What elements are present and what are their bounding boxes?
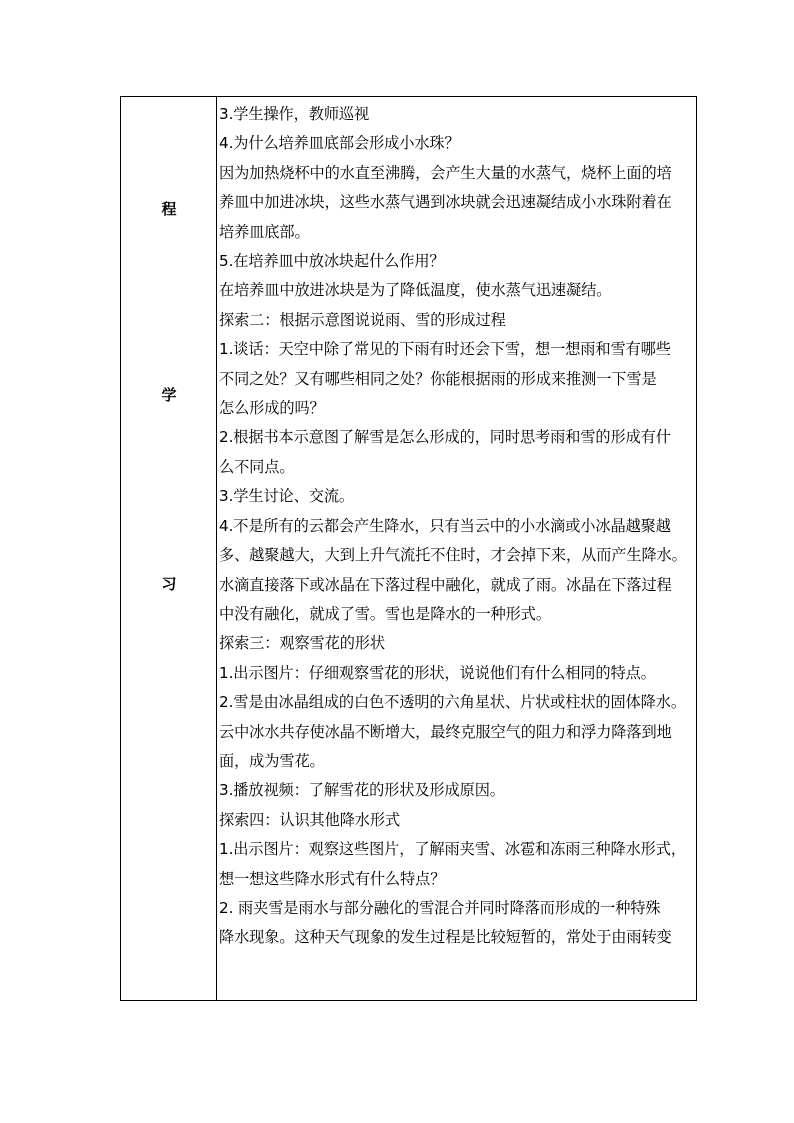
lesson-content bbox=[218, 100, 696, 953]
content-line: 探索三：观察雪花的形状 bbox=[219, 634, 385, 653]
content-line: 怎么形成的吗？ bbox=[219, 399, 325, 418]
stage-column bbox=[121, 97, 217, 1000]
content-line: 降水现象。这种天气现象的发生过程是比较短暂的，常处于由雨转变 bbox=[219, 928, 672, 947]
content-line: 2.根据书本示意图了解雪是怎么形成的，同时思考雨和雪的形成有什 bbox=[219, 428, 671, 447]
lesson-table bbox=[120, 96, 697, 1001]
content-line: 不同之处？又有哪些相同之处？你能根据雨的形成来推测一下雪是 bbox=[219, 369, 657, 388]
content-line: 2.雪是由冰晶组成的白色不透明的六角星状、片状或柱状的固体降水。 bbox=[219, 693, 686, 712]
content-line: 4.为什么培养皿底部会形成小水珠？ bbox=[219, 134, 460, 153]
content-line: 5.在培养皿中放冰块起什么作用？ bbox=[219, 252, 445, 271]
stage-label-cheng: 程 bbox=[161, 200, 177, 218]
content-line: 中没有融化，就成了雪。雪也是降水的一种形式。 bbox=[219, 604, 551, 623]
content-line: 3.学生操作，教师巡视 bbox=[219, 105, 370, 123]
content-line: 1.出示图片：仔细观察雪花的形状，说说他们有什么相同的特点。 bbox=[219, 663, 656, 682]
content-line: 云中冰水共存使冰晶不断增大，最终克服空气的阻力和浮力降落到地 bbox=[219, 722, 672, 741]
content-line: 在培养皿中放进冰块是为了降低温度，使水蒸气迅速凝结。 bbox=[219, 281, 612, 300]
content-line: 1.谈话：天空中除了常见的下雨有时还会下雪，想一想雨和雪有哪些 bbox=[219, 340, 671, 359]
stage-label-xue: 学 bbox=[161, 386, 177, 404]
content-line: 水滴直接落下或冰晶在下落过程中融化，就成了雨。冰晶在下落过程 bbox=[219, 575, 672, 594]
content-line: 培养皿底部。 bbox=[219, 222, 310, 241]
content-line: 4.不是所有的云都会产生降水，只有当云中的小水滴或小冰晶越聚越 bbox=[219, 516, 671, 535]
stage-label-xi: 习 bbox=[161, 575, 177, 593]
content-line: 么不同点。 bbox=[219, 457, 295, 476]
content-line: 3.学生讨论、交流。 bbox=[219, 487, 354, 506]
content-line: 想一想这些降水形式有什么特点？ bbox=[219, 869, 446, 888]
content-line: 探索四：认识其他降水形式 bbox=[219, 810, 401, 829]
content-line: 探索二：根据示意图说说雨、雪的形成过程 bbox=[219, 310, 506, 329]
content-line: 养皿中加进冰块，这些水蒸气遇到冰块就会迅速凝结成小水珠附着在 bbox=[219, 193, 672, 212]
content-line: 3.播放视频：了解雪花的形状及形成原因。 bbox=[219, 781, 505, 800]
content-line: 面，成为雪花。 bbox=[219, 751, 325, 770]
content-line: 2. 雨夹雪是雨水与部分融化的雪混合并同时降落而形成的一种特殊 bbox=[219, 898, 661, 917]
content-line: 因为加热烧杯中的水直至沸腾，会产生大量的水蒸气，烧杯上面的培 bbox=[219, 163, 672, 182]
content-line: 1.出示图片：观察这些图片，了解雨夹雪、冰雹和冻雨三种降水形式， bbox=[219, 840, 686, 859]
content-line: 多、越聚越大，大到上升气流托不住时，才会掉下来，从而产生降水。 bbox=[219, 546, 687, 565]
